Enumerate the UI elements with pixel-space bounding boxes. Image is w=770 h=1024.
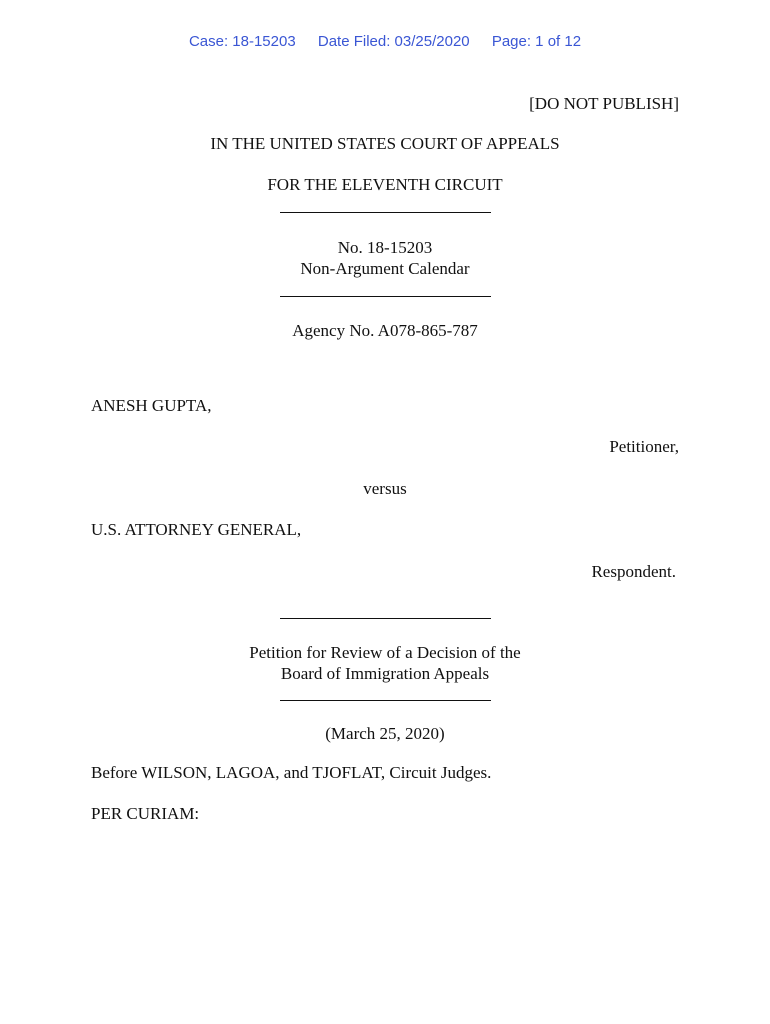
per-curiam-heading: PER CURIAM:	[91, 804, 200, 823]
agency-number: Agency No. A078-865-787	[292, 321, 478, 340]
divider-rule	[280, 700, 491, 701]
divider-rule	[280, 296, 491, 297]
calendar-type: Non-Argument Calendar	[300, 259, 470, 278]
petitioner-name: ANESH GUPTA,	[91, 396, 212, 415]
respondent-role: Respondent.	[591, 562, 676, 581]
respondent-name: U.S. ATTORNEY GENERAL,	[91, 520, 302, 539]
filing-header	[0, 33, 770, 50]
divider-rule	[280, 212, 491, 213]
court-name: IN THE UNITED STATES COURT OF APPEALS	[210, 134, 560, 153]
divider-rule	[280, 618, 491, 619]
panel-judges: Before WILSON, LAGOA, and TJOFLAT, Circuit Judges.	[91, 763, 492, 782]
versus-label: versus	[363, 479, 407, 498]
publish-notice: [DO NOT PUBLISH]	[529, 94, 679, 113]
date-filed-stamp: Date Filed: 03/25/2020	[317, 33, 470, 50]
petitioner-role: Petitioner,	[609, 437, 679, 456]
circuit-name: FOR THE ELEVENTH CIRCUIT	[267, 175, 503, 194]
petition-description: Petition for Review of a Decision of the	[249, 643, 521, 662]
decision-date: (March 25, 2020)	[325, 724, 445, 743]
board-name: Board of Immigration Appeals	[280, 664, 490, 683]
page-count-stamp: Page: 1 of 12	[491, 33, 582, 50]
case-number-stamp: Case: 18-15203	[188, 33, 296, 50]
docket-number: No. 18-15203	[337, 238, 433, 257]
